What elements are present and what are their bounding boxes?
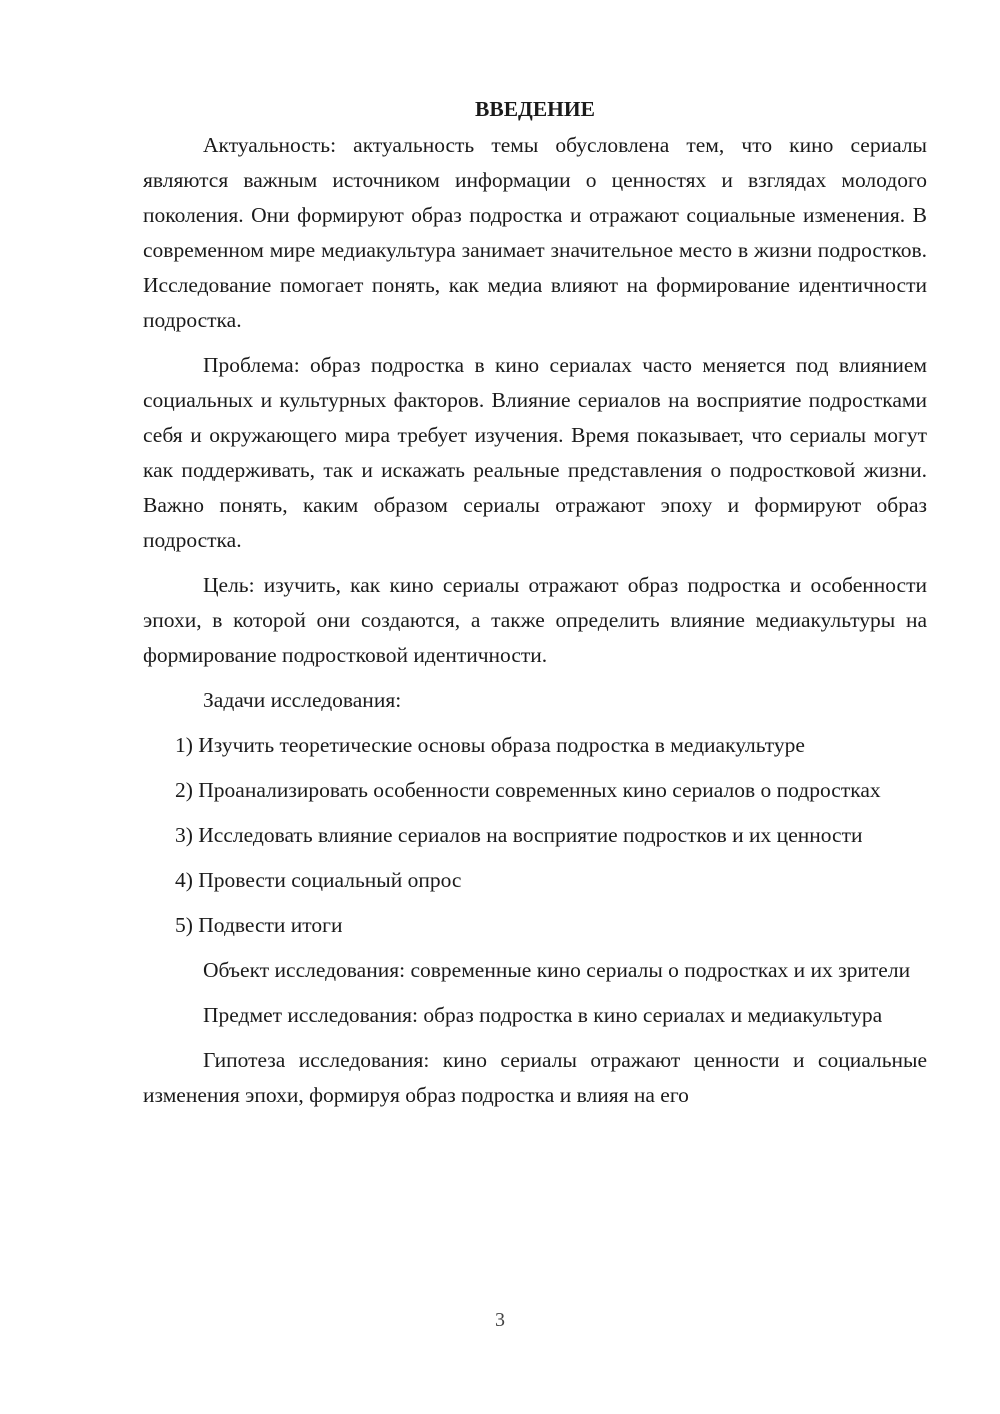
section-title: ВВЕДЕНИЕ [475, 97, 595, 121]
paragraph-goal: Цель: изучить, как кино сериалы отражают образ подростка и особенности эпохи, в которой они создаются, а также определить влияние медиакультуры на формирование подростковой идентичности. [143, 573, 927, 667]
paragraph-tasks-heading: Задачи исследования: [203, 688, 402, 712]
task-item-1: 1) Изучить теоретические основы образа подростка в медиакультуре [175, 733, 805, 757]
task-item-5: 5) Подвести итоги [175, 913, 343, 937]
paragraph-object: Объект исследования: современные кино сериалы о подростках и их зрители [203, 958, 911, 982]
document-page [143, 92, 927, 1123]
task-item-3: 3) Исследовать влияние сериалов на восприятие подростков и их ценности [175, 823, 863, 847]
paragraph-hypothesis: Гипотеза исследования: кино сериалы отражают ценности и социальные изменения эпохи, формируя образ подростка и влияя на его [143, 1048, 927, 1107]
paragraph-subject: Предмет исследования: образ подростка в кино сериалах и медиакультура [203, 1003, 883, 1027]
task-item-2: 2) Проанализировать особенности современных кино сериалов о подростках [175, 778, 881, 802]
task-item-4: 4) Провести социальный опрос [175, 868, 462, 892]
paragraph-relevance: Актуальность: актуальность темы обусловлена тем, что кино сериалы являются важным источником информации о ценностях и взглядах молодого поколения. Они формируют образ подростка и отражают социальные изменения. В современном мире медиакультура занимает значительное место в жизни подростков. Исследование помогает понять, как медиа влияют на формирование идентичности подростка. [143, 133, 927, 332]
paragraph-problem: Проблема: образ подростка в кино сериалах часто меняется под влиянием социальных и культурных факторов. Влияние сериалов на восприятие подростками себя и окружающего мира требует изучения. Время показывает, что сериалы могут как поддерживать, так и искажать реальные представления о подростковой жизни. Важно понять, каким образом сериалы отражают эпоху и формируют образ подростка. [143, 353, 927, 552]
page-number: 3 [495, 1309, 505, 1331]
